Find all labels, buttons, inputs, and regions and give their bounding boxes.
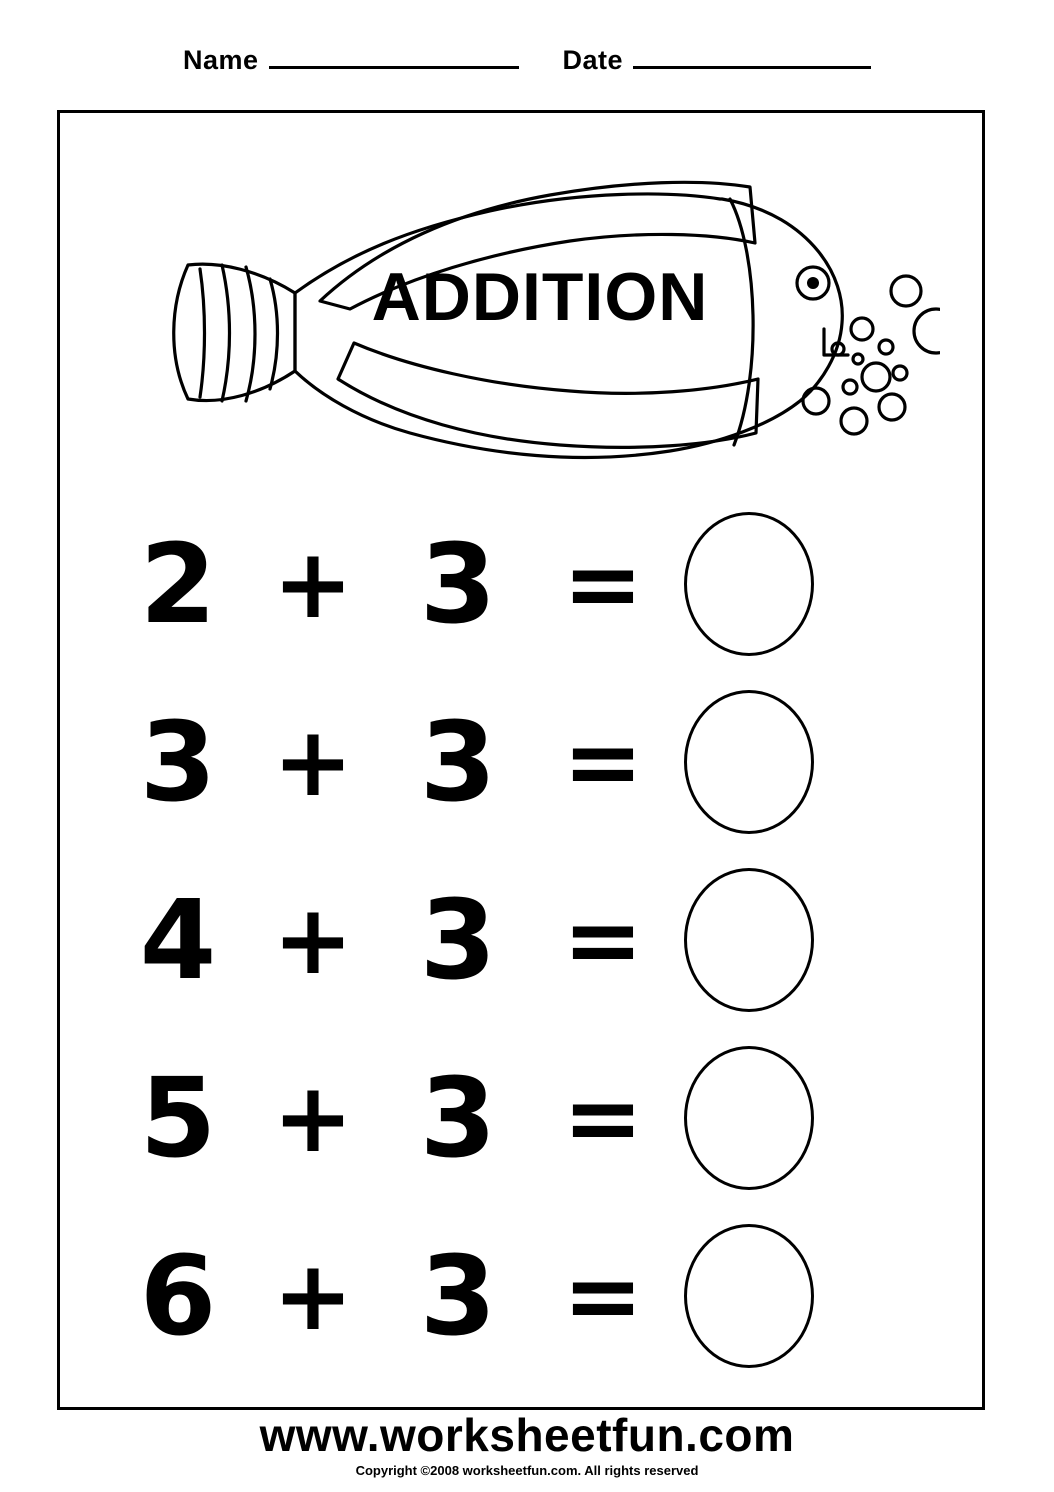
answer-oval[interactable] [684,868,814,1012]
addend-two: 3 [419,520,497,648]
addend-two: 3 [419,698,497,826]
equals-sign: = [562,884,644,996]
equals-sign: = [562,706,644,818]
fish-banner [110,133,940,493]
addend-one: 2 [139,520,217,648]
plus-sign: + [272,884,354,996]
website-url[interactable]: www.worksheetfun.com [259,1409,795,1461]
problem-row [60,851,982,1029]
addend-one: 5 [139,1054,217,1182]
date-field[interactable] [563,44,872,76]
plus-sign: + [272,706,354,818]
answer-oval[interactable] [684,1046,814,1190]
banner-title: ADDITION [371,259,709,335]
name-label: Name [182,45,259,75]
date-write-line[interactable] [633,44,871,69]
copyright-text: Copyright ©2008 worksheetfun.com. All rights reserved [355,1463,699,1478]
plus-sign: + [272,528,354,640]
plus-sign: + [272,1240,354,1352]
addend-two: 3 [419,1054,497,1182]
answer-oval[interactable] [684,690,814,834]
plus-sign: + [272,1062,354,1174]
equals-sign: = [562,528,644,640]
problem-row [60,1029,982,1207]
date-label: Date [562,45,624,75]
problem-row [60,1207,982,1385]
name-write-line[interactable] [269,44,519,69]
problem-list [60,495,982,1385]
addend-one: 3 [139,698,217,826]
equals-sign: = [562,1240,644,1352]
addend-two: 3 [419,1232,497,1360]
problem-row [60,673,982,851]
addend-one: 4 [139,876,217,1004]
addend-two: 3 [419,876,497,1004]
answer-oval[interactable] [684,1224,814,1368]
worksheet-body [57,110,985,1410]
equals-sign: = [562,1062,644,1174]
name-field[interactable] [183,44,519,76]
problem-row [60,495,982,673]
answer-oval[interactable] [684,512,814,656]
addend-one: 6 [139,1232,217,1360]
header [0,44,1054,76]
footer [0,1409,1054,1478]
